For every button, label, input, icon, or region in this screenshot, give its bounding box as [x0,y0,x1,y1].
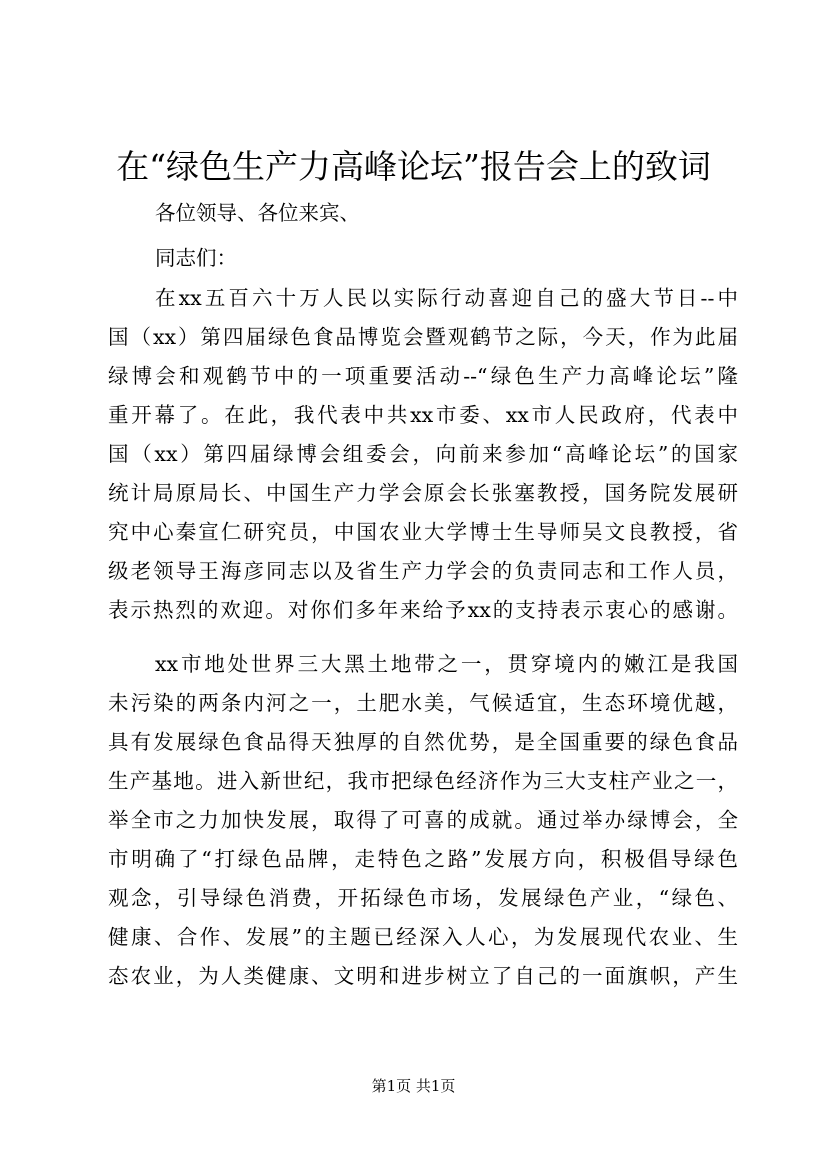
salutation-leaders: 各位领导、各位来宾、 [155,201,360,225]
paragraph-2-line: 举全市之力加快发展，取得了可喜的成就。通过举办绿博会，全 [108,808,738,832]
page-number-footer: 第1页 共1页 [371,1077,456,1095]
paragraph-1-line: 在xx五百六十万人民以实际行动喜迎自己的盛大节日--中 [155,286,738,310]
paragraph-2-line: 具有发展绿色食品得天独厚的自然优势，是全国重要的绿色食品 [108,730,738,754]
paragraph-2-line: 未污染的两条内河之一，土肥水美，气候适宜，生态环境优越， [108,691,738,715]
paragraph-1-line: 统计局原局长、中国生产力学会原会长张塞教授，国务院发展研 [108,481,738,505]
paragraph-2-line: 生产基地。进入新世纪，我市把绿色经济作为三大支柱产业之一， [108,769,738,793]
paragraph-1-line: 究中心秦宣仁研究员，中国农业大学博士生导师吴文良教授，省 [108,520,738,544]
paragraph-1-line: 表示热烈的欢迎。对你们多年来给予xx的支持表示衷心的感谢。 [108,598,738,622]
paragraph-1-line: 国（xx）第四届绿色食品博览会暨观鹤节之际，今天，作为此届 [108,325,738,349]
paragraph-1-line: 级老领导王海彦同志以及省生产力学会的负责同志和工作人员， [108,559,738,583]
paragraph-2-line: 健康、合作、发展”的主题已经深入人心，为发展现代农业、生 [108,925,738,949]
paragraph-1-line: 绿博会和观鹤节中的一项重要活动--“绿色生产力高峰论坛”隆 [108,364,738,388]
paragraph-2-line: 市明确了“打绿色品牌，走特色之路”发展方向，积极倡导绿色 [108,847,738,871]
paragraph-1-line: 国（xx）第四届绿博会组委会，向前来参加“高峰论坛”的国家 [108,442,738,466]
paragraph-2-line: 态农业，为人类健康、文明和进步树立了自己的一面旗帜，产生 [108,964,738,988]
paragraph-2-line: 观念，引导绿色消费，开拓绿色市场，发展绿色产业，“绿色、 [108,886,738,910]
salutation-comrades: 同志们： [155,246,237,270]
paragraph-1-line: 重开幕了。在此，我代表中共xx市委、xx市人民政府，代表中 [108,403,738,427]
document-title: 在“绿色生产力高峰论坛”报告会上的致词 [116,147,711,186]
paragraph-2-line: xx市地处世界三大黑土地带之一，贯穿境内的嫩江是我国 [155,652,738,676]
